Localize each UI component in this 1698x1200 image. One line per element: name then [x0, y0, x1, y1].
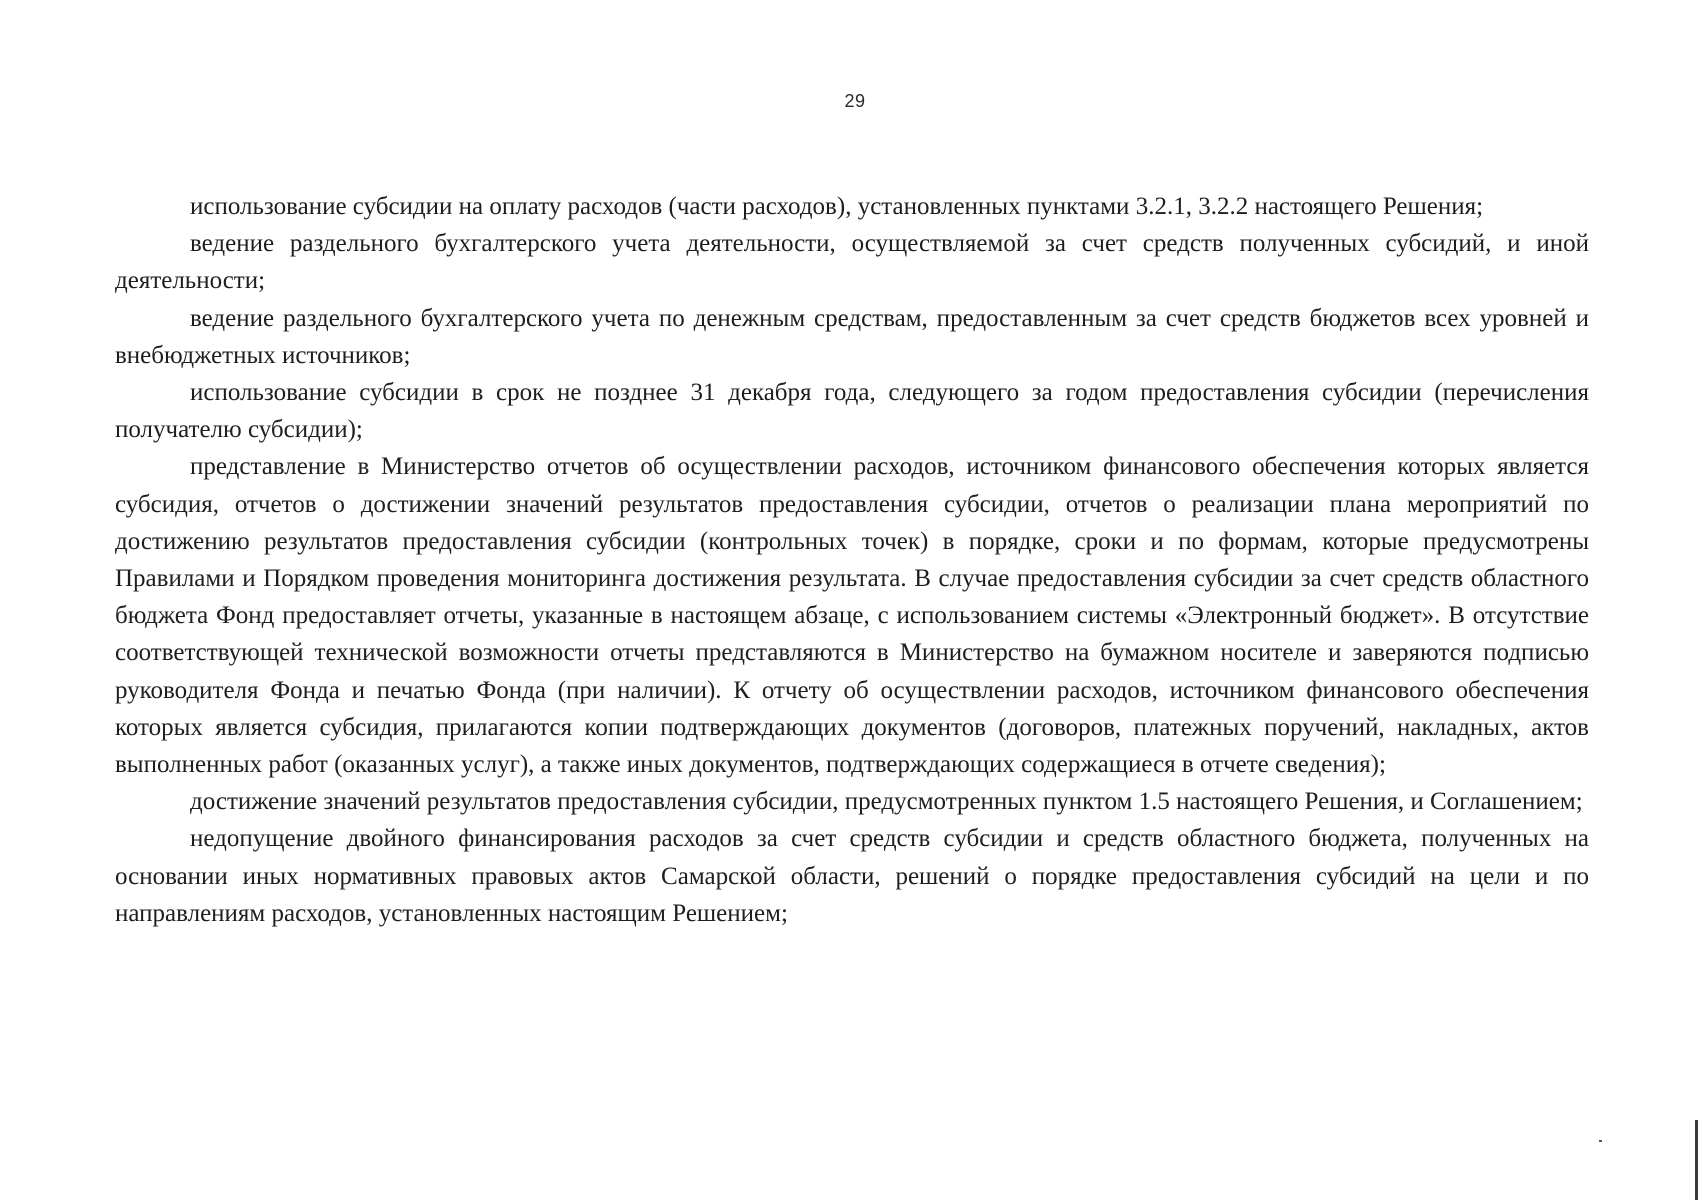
- page-number: 29: [844, 91, 866, 111]
- paragraph: использование субсидии в срок не позднее 31 декабря года, следующего за годом предоставления субсидии (перечисления получателю субсидии);: [115, 379, 1589, 444]
- document-body: [115, 188, 1589, 932]
- paragraph: ведение раздельного бухгалтерского учета по денежным средствам, предоставленным за счет средств бюджетов всех уровней и внебюджетных источников;: [115, 304, 1589, 369]
- paragraph: недопущение двойного финансирования расходов за счет средств субсидии и средств областного бюджета, полученных на основании иных нормативных правовых актов Самарской области, решений о порядке предоставления субсидий на цели и по направлениям расходов, установленных настоящим Решением;: [115, 825, 1589, 927]
- paragraph: ведение раздельного бухгалтерского учета деятельности, осуществляемой за счет средств полученных субсидий, и иной деятельности;: [115, 230, 1589, 295]
- paragraph: достижение значений результатов предоставления субсидии, предусмотренных пунктом 1.5 настоящего Решения, и Соглашением;: [190, 788, 1583, 816]
- paragraph: использование субсидии на оплату расходов (части расходов), установленных пунктами 3.2.1, 3.2.2 настоящего Решения;: [190, 193, 1484, 220]
- paragraph: представление в Министерство отчетов об осуществлении расходов, источником финансового обеспечения которых является субсидия, отчетов о достижении значений результатов предоставления субсидии, отчетов о реализации плана мероприятий по достижению результатов предоставления субсидии (контрольных точек) в порядке, сроки и по формам, которые предусмотрены Правилами и Порядком проведения мониторинга достижения результата. В случае предоставления субсидии за счет средств областного бюджета Фонд предоставляет отчеты, указанные в настоящем абзаце, с использованием системы «Электронный бюджет». В отсутствие соответствующей технической возможности отчеты представляются в Министерство на бумажном носителе и заверяются подписью руководителя Фонда и печатью Фонда (при наличии). К отчету об осуществлении расходов, источником финансового обеспечения которых является субсидия, прилагаются копии подтверждающих документов (договоров, платежных поручений, накладных, актов выполненных работ (оказанных услуг), а также иных документов, подтверждающих содержащиеся в отчете сведения);: [115, 453, 1589, 779]
- scan-speck: [1599, 1140, 1602, 1142]
